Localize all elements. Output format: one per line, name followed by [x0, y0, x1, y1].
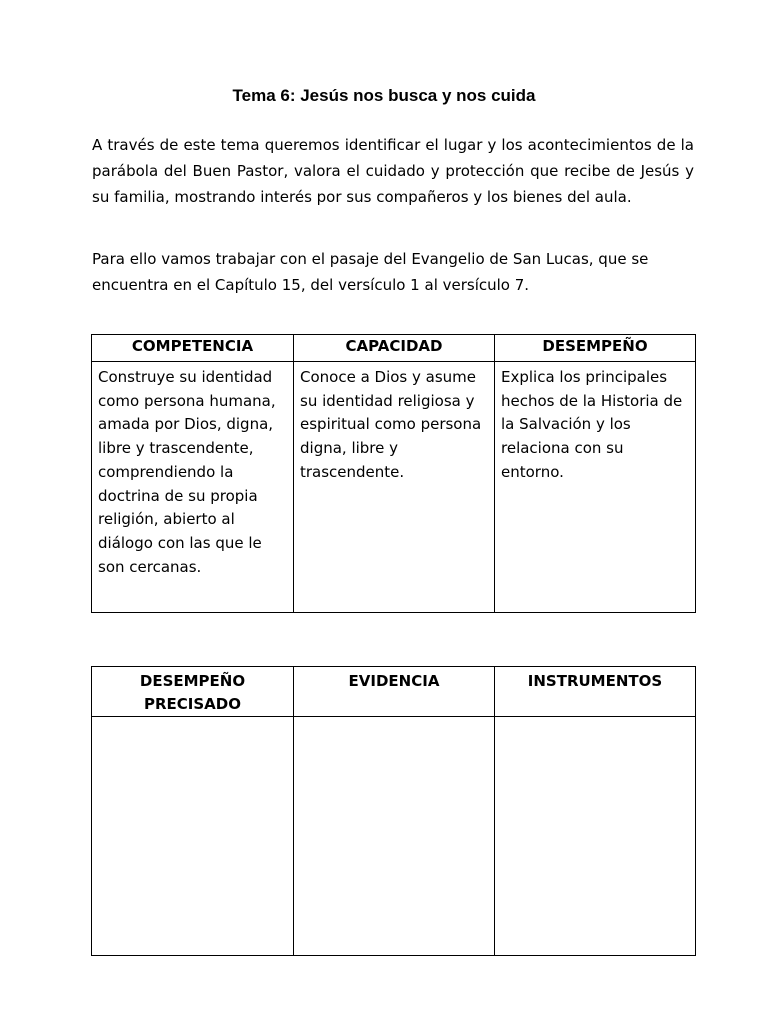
cell-capacidad: Conoce a Dios y asume su identidad religiosa y espiritual como persona digna, libre y trascendente.	[294, 362, 495, 613]
cell-desempeno-precisado[interactable]	[92, 717, 294, 956]
intro-paragraph: A través de este tema queremos identificar el lugar y los acontecimientos de la parábola del Buen Pastor, valora el cuidado y protección que recibe de Jesús y su familia, mostrando interés por sus compañeros y los bienes del aula.	[92, 136, 694, 206]
cell-desempeno: Explica los principales hechos de la Historia de la Salvación y los relaciona con su entorno.	[495, 362, 696, 613]
cell-evidencia[interactable]	[294, 717, 495, 956]
competency-table	[91, 334, 696, 613]
table-row	[92, 717, 696, 956]
evaluation-table	[91, 666, 696, 956]
cell-instrumentos[interactable]	[495, 717, 696, 956]
table-header-row	[92, 335, 696, 362]
header-instrumentos: INSTRUMENTOS	[495, 667, 696, 717]
table-row	[92, 362, 696, 613]
header-capacidad: CAPACIDAD	[294, 335, 495, 362]
passage-paragraph: Para ello vamos trabajar con el pasaje del Evangelio de San Lucas, que se encuentra en el Capítulo 15, del versículo 1 al versículo 7.	[92, 250, 649, 294]
table-header-row	[92, 667, 696, 717]
header-desempeno-precisado: DESEMPEÑO PRECISADO	[92, 667, 294, 717]
header-evidencia: EVIDENCIA	[294, 667, 495, 717]
document-title: Tema 6: Jesús nos busca y nos cuida	[232, 86, 536, 105]
header-competencia: COMPETENCIA	[92, 335, 294, 362]
header-desempeno: DESEMPEÑO	[495, 335, 696, 362]
cell-competencia: Construye su identidad como persona humana, amada por Dios, digna, libre y trascendente, comprendiendo la doctrina de su propia religión, abierto al diálogo con las que le son cercanas.	[92, 362, 294, 613]
